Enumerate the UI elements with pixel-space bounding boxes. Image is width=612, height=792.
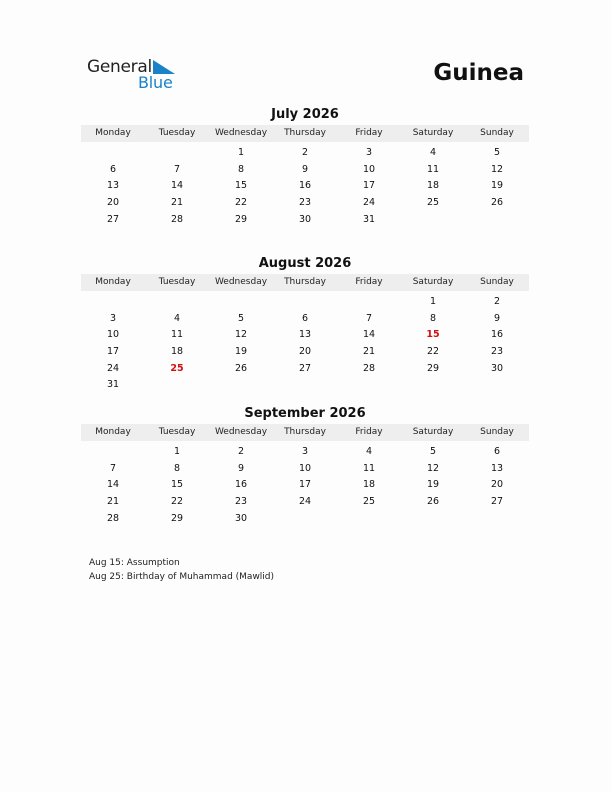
day-cell: 18 — [426, 180, 440, 192]
day-cell: 9 — [493, 312, 501, 324]
day-cell: 19 — [490, 180, 504, 192]
day-cell: 6 — [109, 163, 117, 175]
weekday-label: Tuesday — [158, 128, 196, 138]
weekday-header — [81, 424, 529, 441]
day-cell: 17 — [106, 346, 120, 358]
month-calendar-july — [81, 106, 529, 228]
day-cell: 6 — [301, 312, 309, 324]
day-cell: 20 — [490, 479, 504, 491]
month-title: August 2026 — [258, 256, 352, 271]
holiday-day-cell: 15 — [426, 329, 440, 341]
month-calendar-september — [81, 405, 529, 527]
day-cell: 15 — [234, 180, 248, 192]
day-cell: 2 — [301, 147, 309, 158]
day-cell: 20 — [106, 197, 120, 209]
day-cell: 14 — [170, 180, 184, 192]
day-cell: 13 — [298, 329, 312, 341]
day-cell: 1 — [237, 147, 245, 158]
day-cell: 11 — [426, 163, 440, 175]
day-cell: 23 — [234, 496, 248, 508]
day-cell: 16 — [490, 329, 504, 341]
day-cell: 7 — [173, 163, 181, 175]
day-cell: 30 — [490, 362, 504, 374]
day-cell: 8 — [173, 462, 181, 474]
holiday-day-cell: 25 — [170, 362, 184, 374]
day-cell: 16 — [234, 479, 248, 491]
holiday-notes — [89, 556, 274, 584]
day-cell: 28 — [170, 213, 184, 225]
day-cell: 31 — [106, 379, 120, 391]
day-cell: 12 — [426, 462, 440, 474]
weekday-label: Wednesday — [214, 427, 268, 437]
day-cell: 29 — [234, 213, 248, 225]
day-cell: 24 — [106, 362, 120, 374]
day-cell: 21 — [362, 346, 376, 358]
weekday-label: Saturday — [412, 277, 454, 287]
day-cell: 24 — [298, 496, 312, 508]
holiday-note: Aug 15: Assumption — [89, 558, 180, 568]
day-cell: 3 — [365, 147, 373, 158]
day-cell: 20 — [298, 346, 312, 358]
day-cell: 30 — [298, 213, 312, 225]
day-cell: 10 — [362, 163, 376, 175]
weekday-label: Tuesday — [158, 427, 196, 437]
day-cell: 19 — [426, 479, 440, 491]
weekday-label: Monday — [95, 427, 131, 437]
weekday-label: Friday — [355, 427, 383, 437]
weekday-label: Wednesday — [214, 128, 268, 138]
day-cell: 27 — [298, 362, 312, 374]
weekday-label: Saturday — [412, 128, 454, 138]
day-cell: 6 — [493, 446, 501, 457]
weekday-label: Sunday — [480, 427, 514, 437]
day-cell: 1 — [429, 296, 437, 307]
day-cell: 25 — [362, 496, 376, 508]
day-cell: 31 — [362, 213, 376, 225]
day-cell: 21 — [170, 197, 184, 209]
day-cell: 23 — [298, 197, 312, 209]
day-cell: 1 — [173, 446, 181, 457]
country-title: Guinea — [433, 60, 524, 86]
empty-day-cell — [81, 294, 145, 311]
day-cell: 3 — [109, 312, 117, 324]
day-cell: 22 — [234, 197, 248, 209]
weekday-label: Thursday — [284, 277, 326, 287]
day-cell: 10 — [298, 462, 312, 474]
weekday-header — [81, 125, 529, 142]
day-cell: 21 — [106, 496, 120, 508]
day-cell: 27 — [106, 213, 120, 225]
day-cell: 17 — [298, 479, 312, 491]
weekday-label: Tuesday — [158, 277, 196, 287]
empty-day-cell — [81, 145, 145, 162]
day-cell: 7 — [365, 312, 373, 324]
month-calendar-august — [81, 255, 529, 394]
day-cell: 5 — [493, 147, 501, 158]
day-cell: 22 — [170, 496, 184, 508]
day-cell: 29 — [170, 512, 184, 524]
day-cell: 28 — [362, 362, 376, 374]
weekday-header — [81, 274, 529, 291]
weekday-label: Friday — [355, 128, 383, 138]
month-title: September 2026 — [244, 406, 366, 421]
holiday-note: Aug 25: Birthday of Muhammad (Mawlid) — [89, 572, 275, 582]
weekday-label: Friday — [355, 277, 383, 287]
day-cell: 24 — [362, 197, 376, 209]
day-grid — [81, 444, 529, 527]
logo-triangle-icon — [153, 60, 175, 74]
weekday-label: Wednesday — [214, 277, 268, 287]
day-cell: 5 — [237, 312, 245, 324]
generalblue-logo — [87, 57, 187, 91]
empty-day-cell — [145, 145, 209, 162]
weekday-label: Saturday — [412, 427, 454, 437]
day-cell: 4 — [173, 312, 181, 324]
day-cell: 11 — [170, 329, 184, 341]
day-cell: 26 — [426, 496, 440, 508]
day-cell: 27 — [490, 496, 504, 508]
day-grid — [81, 294, 529, 394]
day-cell: 10 — [106, 329, 120, 341]
day-cell: 23 — [490, 346, 504, 358]
day-cell: 30 — [234, 512, 248, 524]
day-cell: 15 — [170, 479, 184, 491]
day-cell: 9 — [301, 163, 309, 175]
empty-day-cell — [337, 294, 401, 311]
day-cell: 22 — [426, 346, 440, 358]
weekday-label: Thursday — [284, 128, 326, 138]
day-cell: 14 — [362, 329, 376, 341]
day-cell: 29 — [426, 362, 440, 374]
day-cell: 12 — [490, 163, 504, 175]
day-cell: 8 — [237, 163, 245, 175]
day-cell: 19 — [234, 346, 248, 358]
logo-text-blue: Blue — [138, 73, 173, 92]
day-cell: 2 — [237, 446, 245, 457]
day-cell: 17 — [362, 180, 376, 192]
day-cell: 28 — [106, 512, 120, 524]
empty-day-cell — [273, 294, 337, 311]
day-cell: 12 — [234, 329, 248, 341]
day-cell: 18 — [362, 479, 376, 491]
weekday-label: Monday — [95, 128, 131, 138]
day-cell: 11 — [362, 462, 376, 474]
logo-text-general: General — [87, 57, 152, 77]
day-cell: 4 — [365, 446, 373, 457]
day-cell: 25 — [426, 197, 440, 209]
day-cell: 2 — [493, 296, 501, 307]
day-cell: 4 — [429, 147, 437, 158]
weekday-label: Monday — [95, 277, 131, 287]
empty-day-cell — [145, 294, 209, 311]
day-cell: 13 — [106, 180, 120, 192]
day-cell: 26 — [490, 197, 504, 209]
day-cell: 9 — [237, 462, 245, 474]
weekday-label: Thursday — [284, 427, 326, 437]
day-cell: 18 — [170, 346, 184, 358]
day-cell: 26 — [234, 362, 248, 374]
day-cell: 3 — [301, 446, 309, 457]
month-title: July 2026 — [271, 107, 339, 122]
day-cell: 13 — [490, 462, 504, 474]
day-cell: 8 — [429, 312, 437, 324]
day-cell: 16 — [298, 180, 312, 192]
day-cell: 5 — [429, 446, 437, 457]
weekday-label: Sunday — [480, 277, 514, 287]
day-cell: 14 — [106, 479, 120, 491]
day-cell: 7 — [109, 462, 117, 474]
empty-day-cell — [81, 444, 145, 461]
empty-day-cell — [209, 294, 273, 311]
day-grid — [81, 145, 529, 228]
weekday-label: Sunday — [480, 128, 514, 138]
